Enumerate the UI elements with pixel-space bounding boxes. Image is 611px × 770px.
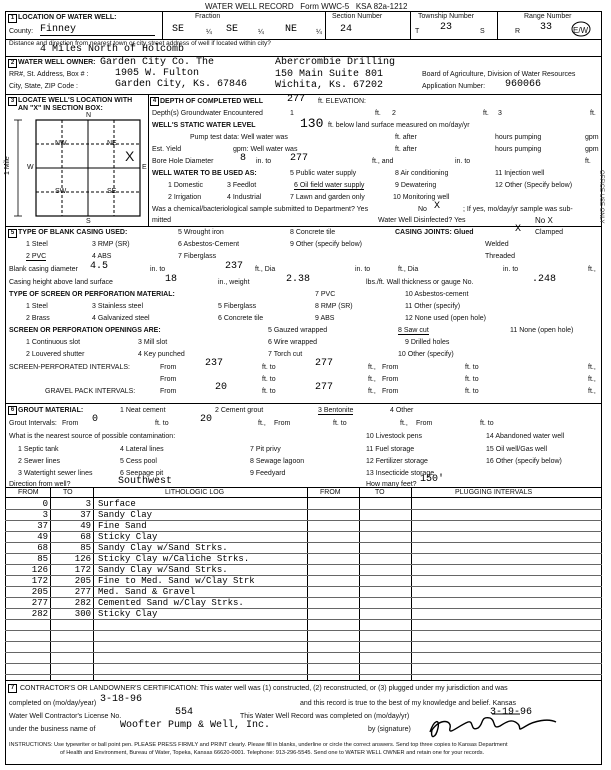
ft: ft., [400,420,408,427]
completed-value[interactable]: 3-18-96 [100,694,143,705]
log-to[interactable]: 49 [80,520,91,531]
quarter-1[interactable]: SE [172,24,185,35]
from: From [382,376,399,383]
locate-label: LOCATE WELL'S LOCATION WITH [18,97,133,104]
gauge-label: lbs./ft. Wall thickness or gauge No. [366,279,474,286]
casing-9: 9 Other (specify below) [290,241,362,248]
yield-gpm: gpm: Well water was [233,146,298,153]
log-description[interactable]: Sandy Clay [98,509,153,520]
contamination-label: What is the nearest source of possible contamination: [9,433,176,440]
contam-6: 6 Seepage pit [120,470,164,477]
bore-in: in. to [256,158,272,165]
record-tail: and this record is true to the best of my knowledge and belief. Kansas [300,700,516,707]
t-prefix: T [415,28,420,35]
contam-7: 7 Pit privy [250,446,281,453]
log-to[interactable]: 85 [80,542,91,553]
contam-3: 3 Watertight sewer lines [18,470,93,477]
section-5-number: 5 [8,229,17,238]
bore-value[interactable]: 8 [240,153,247,164]
height-label: Casing height above land surface [9,279,113,286]
owner-address[interactable]: 1905 W. Fulton [115,68,200,79]
ft-to: ft. to [480,420,494,427]
opening-1: 1 Continuous slot [26,339,81,346]
opening-2: 2 Louvered shutter [26,351,85,358]
log-to[interactable]: 37 [80,509,91,520]
use-label: WELL WATER TO BE USED AS: [152,170,257,177]
owner-city-2[interactable]: Wichita, Ks. 67202 [275,80,384,91]
section-3-number: 3 [8,97,17,106]
screen-4: 4 Galvanized steel [92,315,150,322]
gpm: gpm [585,134,599,141]
diameter-to[interactable]: 237 [225,261,244,272]
ft-dia: ft., Dia [255,266,276,273]
city-label: City, State, ZIP Code : [9,83,78,90]
from: From [160,376,177,383]
ft-dia: ft., Dia [398,266,419,273]
yield-label: Est. Yield [152,146,182,153]
log-from[interactable]: 85 [37,553,48,564]
screen-to[interactable]: 277 [315,358,334,369]
log-col-from-2: FROM [320,489,341,496]
log-col-to-2: TO [375,489,385,496]
range-number[interactable]: 33 [540,22,553,33]
location-label: LOCATION OF WATER WELL: [18,14,117,21]
ft: ft., [368,364,376,371]
record-label: This Water Well Record was completed on (mo/day/yr) [240,713,410,720]
business-label: under the business name of [9,726,96,733]
contam-5: 5 Cess pool [120,458,157,465]
divider [410,11,411,39]
casing-2-selected[interactable]: 2 PVC [26,253,47,260]
ft: ft. [585,158,591,165]
grout-3-selected[interactable]: 3 Bentonite [318,407,354,414]
grout-1: 1 Neat cement [120,407,166,414]
license-value[interactable]: 554 [175,707,194,718]
t-suffix: S [480,28,485,35]
log-to[interactable]: 126 [74,553,91,564]
use-8: 8 Air conditioning [395,170,449,177]
in-to: in. to [355,266,371,273]
use-1: 1 Domestic [168,182,204,189]
screen-12: 12 None used (open hole) [405,315,486,322]
from: From [382,364,399,371]
ft: ft., [588,376,596,383]
from: From [274,420,291,427]
casing-5: 5 Wrought iron [178,229,224,236]
after: ft. after [395,134,417,141]
divider [5,403,602,404]
use-10: 10 Monitoring well [393,194,450,201]
log-to[interactable]: 282 [74,597,91,608]
bore-ft: ft., and [372,158,394,165]
clamped: Clamped [535,229,564,236]
diameter-value[interactable]: 4.5 [90,261,109,272]
opening-11: 11 None (open hole) [510,327,574,334]
divider [5,487,602,488]
depth-value[interactable]: 277 [287,94,306,105]
use-9: 9 Dewatering [395,182,437,189]
contam-11: 11 Fuel storage [366,446,415,453]
direction-value[interactable]: Southwest [118,476,173,487]
use-11: 11 Injection well [495,170,545,177]
screen-intervals-label: SCREEN-PERFORATED INTERVALS: [9,364,130,371]
ft: ft. [483,110,489,117]
log-row-line [5,663,602,664]
direction-label: Direction from well? [9,481,71,488]
log-from[interactable]: 68 [37,542,48,553]
from: From [160,364,177,371]
casing-type-label: TYPE OF BLANK CASING USED: [18,229,128,236]
sw-label: SW [55,188,67,195]
mile-label: 1 Mile [4,156,11,175]
quarter-symbol: ¼ [258,29,264,36]
screen-7: 7 PVC [315,291,336,298]
log-col-plugging: PLUGGING INTERVALS [455,489,533,496]
welded: Welded [485,241,509,248]
section-7-number: 7 [8,684,17,693]
section-4-number: 4 [150,97,159,106]
divider [497,11,498,39]
gw-2: 2 [392,110,396,117]
instructions-line-1: INSTRUCTIONS: Use typewriter or ball point pen. PLEASE PRESS FIRMLY and PRINT clearly. Please fill in blanks, underline or circle the correct answers. Send top three copies to Kansas Department [9,742,508,748]
grout-label: GROUT MATERIAL: [18,407,84,414]
grout-intervals-label: Grout Intervals: [9,420,57,427]
log-description[interactable]: Sticky Clay w/Caliche Strks. [98,553,250,564]
hours: hours pumping [495,146,542,153]
divider [325,11,326,39]
r-prefix: R [515,28,521,35]
screen-6: 6 Concrete tile [218,315,264,322]
screen-3: 3 Stainless steel [92,303,143,310]
contam-4: 4 Lateral lines [120,446,164,453]
log-row-line [5,674,602,675]
locate-label-2: AN "X" IN SECTION BOX: [18,105,103,112]
use-7: 7 Lawn and garden only [290,194,365,201]
pump-test-label: Pump test data: Well water was [190,134,288,141]
casing-1: 1 Steel [26,241,48,248]
diameter-label: Blank casing diameter [9,266,78,273]
section-1-number: 1 [8,14,17,23]
in-to: in. to [455,158,471,165]
from: From [160,388,177,395]
hours: hours pumping [495,134,542,141]
quarter-3[interactable]: NE [285,24,298,35]
log-from[interactable]: 282 [31,608,48,619]
screen-2: 2 Brass [26,315,50,322]
ft: ft., [588,266,596,273]
log-description[interactable]: Cemented Sand w/Clay Strks. [98,597,244,608]
from: From [62,420,79,427]
ft-to: ft. to [465,388,479,395]
nw-label: NW [55,140,67,147]
ft-to: ft. to [333,420,347,427]
in-to: in. to [503,266,519,273]
log-from[interactable]: 0 [42,498,48,509]
certification-text: CONTRACTOR'S OR LANDOWNER'S CERTIFICATION: This water well was (1) constructed, (2) reconstructed, or (3) plugged under my jurisdiction and was [20,685,508,692]
ft: ft., [368,376,376,383]
contam-9: 9 Feedyard [250,470,286,477]
opening-10: 10 Other (specify) [398,351,454,358]
groundwater-label: Depth(s) Groundwater Encountered [152,110,263,117]
from: From [382,388,399,395]
ft: ft., [588,364,596,371]
license-label: Water Well Contractor's License No. [9,713,122,720]
after: ft. after [395,146,417,153]
use-5: 5 Public water supply [290,170,357,177]
log-description[interactable]: Surface [98,498,136,509]
log-to[interactable]: 277 [74,586,91,597]
ft: ft., [588,388,596,395]
county-value[interactable]: Finney [40,24,155,36]
log-col-from: FROM [18,489,39,496]
gw-3: 3 [498,110,502,117]
screen-type-label: TYPE OF SCREEN OR PERFORATION MATERIAL: [9,291,175,298]
contam-1: 1 Septic tank [18,446,59,453]
fraction-label: Fraction [195,13,221,20]
screen-11: 11 Other (specify) [405,303,461,310]
static-label: WELL'S STATIC WATER LEVEL [152,122,256,129]
township-number[interactable]: 23 [440,22,453,33]
gravel-to[interactable]: 277 [315,382,334,393]
how-many-label: How many feet? [366,481,417,488]
grout-2: 2 Cement grout [215,407,264,414]
joints-x[interactable]: X [515,224,522,235]
log-from[interactable]: 172 [31,575,48,586]
log-from[interactable]: 126 [31,564,48,575]
weight-value[interactable]: 2.38 [286,274,311,285]
log-description[interactable]: Sandy Clay w/Sand Strks. [98,564,228,575]
contam-14: 14 Abandoned water well [486,433,565,440]
township-label: Township Number [418,13,475,20]
use-2: 2 Irrigation [168,194,202,201]
office-use-label: OFFICE USE ONLY [598,170,604,224]
gauge-value[interactable]: .248 [532,274,557,285]
log-row-line [5,619,602,620]
log-description[interactable]: Sticky Clay [98,608,158,619]
log-to[interactable]: 172 [74,564,91,575]
contam-16: 16 Other (specify below) [486,458,562,465]
east-label: E [142,164,147,171]
log-description[interactable]: Sticky Clay [98,531,158,542]
contam-8: 8 Sewage lagoon [250,458,305,465]
signature-label: by (signature) [368,726,411,733]
ft-to: ft. to [262,376,276,383]
range-label: Range Number [524,13,572,20]
screen-10: 10 Asbestos-cement [405,291,469,298]
log-description[interactable]: Sandy Clay w/Sand Strks. [98,542,228,553]
owner-name-2[interactable]: Abercrombie Drilling [275,57,396,68]
grout-4: 4 Other [390,407,414,414]
screen-5: 5 Fiberglass [218,303,257,310]
screen-from[interactable]: 237 [205,358,224,369]
screen-8: 8 RMP (SR) [315,303,353,310]
business-name[interactable]: Woofter Pump & Well, Inc. [120,720,271,731]
opening-3: 3 Mill slot [138,339,168,346]
opening-9: 9 Drilled holes [405,339,450,346]
weight-label: in., weight [218,279,250,286]
threaded: Threaded [485,253,515,260]
address-label: RR#, St. Address, Box # : [9,71,89,78]
county-label: County: [9,28,34,35]
opening-5: 5 Gauzed wrapped [268,327,328,334]
use-6-selected[interactable]: 6 Oil field water supply [294,182,365,189]
frame-bottom [5,764,602,765]
ft-to: ft. to [262,388,276,395]
casing-6: 6 Asbestos-Cement [178,241,240,248]
chem-no-x[interactable]: X [434,201,441,212]
joints-label: CASING JOINTS: Glued [395,229,474,236]
log-from[interactable]: 37 [37,520,48,531]
quarter-symbol: ¼ [206,29,212,36]
log-row-line [5,641,602,642]
application-number[interactable]: 960066 [505,79,542,90]
section-number-label: Section Number [332,13,383,20]
west-label: W [27,164,34,171]
frame-top [5,11,602,12]
screen-9: 9 ABS [315,315,335,322]
casing-7: 7 Fiberglass [178,253,217,260]
screen-1: 1 Steel [26,303,48,310]
log-to[interactable]: 3 [85,498,91,509]
south-label: S [86,218,91,225]
bore-label: Bore Hole Diameter [152,158,214,165]
owner-address-2[interactable]: 150 Main Suite 801 [275,69,384,80]
opening-7: 7 Torch cut [268,351,303,358]
log-from[interactable]: 277 [31,597,48,608]
log-to[interactable]: 68 [80,531,91,542]
board-label: Board of Agriculture, Division of Water Resources [422,71,576,78]
chem-no: No [418,206,427,213]
ft-to: ft. to [262,364,276,371]
divider [5,680,602,681]
use-3: 3 Feedlot [227,182,257,189]
depth-label: DEPTH OF COMPLETED WELL [160,98,264,105]
contam-10: 10 Livestock pens [366,433,423,440]
ft: ft. [375,110,381,117]
log-to[interactable]: 300 [74,608,91,619]
log-row-line [5,652,602,653]
how-many-value[interactable]: 150' [420,474,445,485]
instructions-line-2: of Health and Environment, Bureau of Water, Topeka, Kansas 66620-0001. Telephone: 913-296-5545. Send one to WATER WELL OWNER and retain one for your records. [60,750,485,756]
log-to[interactable]: 205 [74,575,91,586]
ft: ft. [590,110,596,117]
casing-8: 8 Concrete tile [290,229,336,236]
owner-city[interactable]: Garden City, Ks. 67846 [115,79,248,90]
elevation-label: ft. ELEVATION: [318,98,366,105]
opening-8-selected[interactable]: 8 Saw cut [398,327,429,334]
contam-2: 2 Sewer lines [18,458,61,465]
ne-label: NE [107,140,117,147]
from: From [416,420,433,427]
north-label: N [86,112,92,119]
height-value[interactable]: 18 [165,274,178,285]
gravel-label: GRAVEL PACK INTERVALS: [45,388,136,395]
chem-label: Was a chemical/bacteriological sample submitted to Department? Yes [152,206,369,213]
east-west[interactable]: E/W [573,26,589,35]
disinfected-no[interactable]: No X [535,216,553,225]
ft: ft., [258,420,266,427]
log-from[interactable]: 205 [31,586,48,597]
diam-in: in. to [150,266,166,273]
use-12: 12 Other (Specify below) [495,182,573,189]
divider [5,226,602,227]
openings-label: SCREEN OR PERFORATION OPENINGS ARE: [9,327,161,334]
contam-13: 13 Insecticide storage [366,470,435,477]
log-description[interactable]: Fine to Med. Sand w/Clay Strk [98,575,255,586]
divider [148,94,149,226]
gw-1: 1 [290,110,294,117]
log-from[interactable]: 3 [42,509,48,520]
static-value[interactable]: 130 [300,116,324,131]
owner-name[interactable]: Garden City Co. The [100,57,215,68]
section-2-number: 2 [8,59,17,68]
distance-value[interactable]: 4 Miles North of Holcomb [40,44,185,55]
grout-to[interactable]: 20 [200,414,213,425]
log-col-lithologic: LITHOLOGIC LOG [165,489,225,496]
section-number[interactable]: 24 [340,24,353,35]
log-description[interactable]: Fine Sand [98,520,147,531]
use-4: 4 Industrial [227,194,262,201]
contam-12: 12 Fertilizer storage [366,458,428,465]
ft-to: ft. to [465,376,479,383]
log-row-line [5,630,602,631]
ft-to: ft. to [465,364,479,371]
ft: ft., [368,388,376,395]
log-from[interactable]: 49 [37,531,48,542]
opening-4: 4 Key punched [138,351,185,358]
quarter-symbol: ¼ [316,29,322,36]
quarter-2[interactable]: SE [226,24,239,35]
well-location-x[interactable]: X [125,148,135,164]
static-tail: ft. below land surface measured on mo/day/yr [328,122,470,129]
completed-label: completed on (mo/day/year) [9,700,97,707]
chem-tail: ; If yes, mo/day/yr sample was sub- [463,206,573,213]
casing-4: 4 ABS [92,253,112,260]
disinfected-label: Water Well Disinfected? Yes [378,217,466,224]
gpm: gpm [585,146,599,153]
log-col-to: TO [63,489,73,496]
ft-to: ft. to [155,420,169,427]
section-6-number: 6 [8,406,17,415]
form-title: WATER WELL RECORD Form WWC-5 KSA 82a-1212 [205,2,408,11]
contam-15: 15 Oil well/Gas well [486,446,548,453]
record-date[interactable]: 3-19-96 [490,707,533,718]
casing-3: 3 RMP (SR) [92,241,130,248]
application-label: Application Number: [422,83,486,90]
gravel-from[interactable]: 20 [215,382,228,393]
log-description[interactable]: Med. Sand & Gravel [98,586,196,597]
grout-from[interactable]: 0 [92,414,99,425]
bore-to[interactable]: 277 [290,153,309,164]
mitted-label: mitted [152,217,172,224]
opening-6: 6 Wire wrapped [268,339,318,346]
owner-label: WATER WELL OWNER: [18,59,96,66]
divider [162,11,163,39]
distance-label: Distance and direction from nearest town or city street address of well if located within city? [9,40,271,47]
se-label: SE [107,188,117,195]
